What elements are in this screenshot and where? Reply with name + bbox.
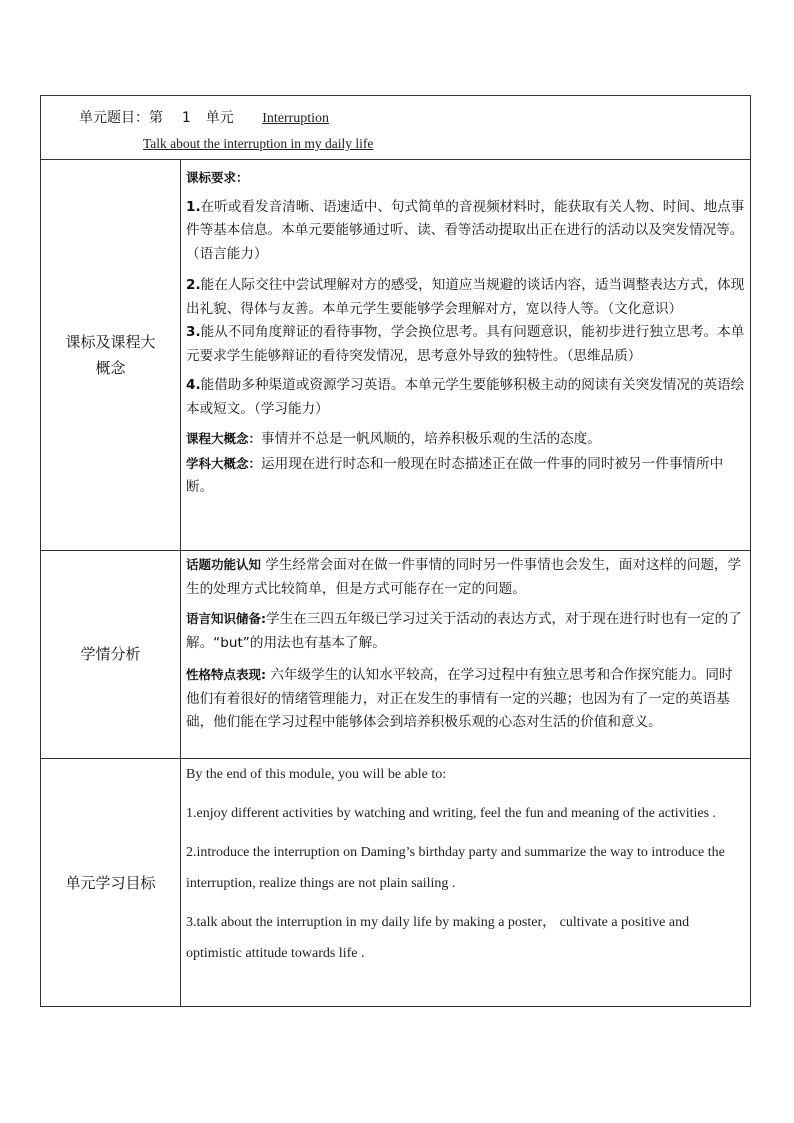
unit-title: Interruption (262, 111, 330, 126)
unit-number: 1 (181, 110, 191, 126)
analysis-item: 话题功能认知 学生经常会面对在做一件事情的同时另一件事情也会发生，面对这样的问题，学生的处理方式比较简单，但是方式可能存在一定的问题。 (186, 557, 742, 597)
section-label-curriculum: 课标及课程大概念 (65, 332, 156, 377)
goal-item: 3.talk about the interruption in my daily life by making a poster， cultivate a positive and optimistic attitude towards life . (186, 915, 690, 961)
goals-intro: By the end of this module, you will be able to: (186, 767, 447, 782)
learning-goals-content (186, 759, 734, 969)
student-analysis-content (186, 553, 746, 735)
requirement-item: 1.在听或看发音清晰、语速适中、句式简单的音视频材料时，能获取有关人物、时间、地点事件等基本信息。本单元要能够通过听、读、看等活动提取出正在进行的活动以及突发情况等。（语言能力） (186, 198, 745, 262)
requirement-item: 2.能在人际交往中尝试理解对方的感受，知道应当规避的谈话内容，适当调整表达方式，体现出礼貌、得体与友善。本单元学生要能够学会理解对方，宽以待人等。（文化意识） (186, 277, 745, 317)
requirement-item: 3.能从不同角度辩证的看待事物，学会换位思考。具有问题意识，能初步进行独立思考。本单元要求学生能够辩证的看待突发情况，思考意外导致的独特性。（思维品质） (186, 324, 745, 364)
unit-prefix: 单元题目：第 (79, 110, 163, 126)
section-label-learning-goals: 单元学习目标 (65, 874, 156, 892)
unit-title-line (79, 107, 386, 127)
unit-subtitle: Talk about the interruption in my daily life (143, 136, 374, 151)
lesson-plan-table (40, 95, 751, 1007)
subject-concept: 学科大概念：运用现在进行时态和一般现在时态描述正在做一件事的同时被另一件事情所中断。 (186, 455, 724, 495)
analysis-item: 性格特点表现: 六年级学生的认知水平较高，在学习过程中有独立思考和合作探究能力。同时他们有着很好的情绪管理能力，对正在发生的事情有一定的兴趣；也因为有了一定的英语基础，他们能在学习过程中能够体会到培养积极乐观的心态对生活的价值和意义。 (186, 667, 733, 730)
analysis-item: 语言知识储备:学生在三四五年级已学习过关于活动的表达方式，对于现在进行时也有一定的了解。“but”的用法也有基本了解。 (186, 611, 742, 651)
goal-item: 1.enjoy different activities by watching and writing, feel the fun and meaning of the activities . (186, 806, 717, 821)
requirements-title: 课标要求： (186, 170, 249, 185)
course-concept: 课程大概念：事情并不总是一帆风顺的，培养积极乐观的生活的态度。 (186, 431, 601, 447)
column-divider (180, 159, 181, 1006)
requirement-item: 4.能借助多种渠道或资源学习英语。本单元学生要能够积极主动的阅读有关突发情况的英语绘本或短文。（学习能力） (186, 377, 745, 417)
section-label-student-analysis: 学情分析 (80, 645, 141, 663)
curriculum-content (186, 166, 746, 500)
goal-item: 2.introduce the interruption on Daming’s birthday party and summarize the way to introduce the interruption, realize things are not plain sailing . (186, 845, 725, 891)
unit-suffix: 单元 (205, 110, 234, 126)
